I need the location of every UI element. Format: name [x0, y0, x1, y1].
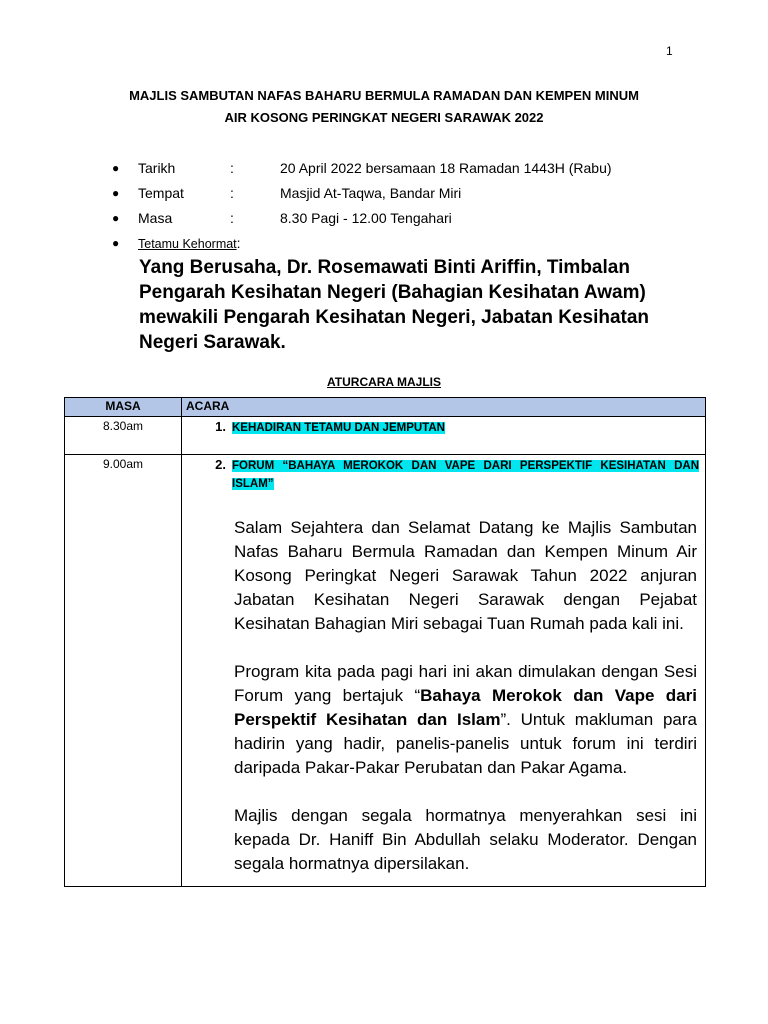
agenda-header-row — [65, 398, 706, 417]
info-label: Tarikh — [138, 159, 176, 176]
agenda-time: 8.30am — [65, 417, 182, 455]
agenda-event-cell — [182, 417, 706, 455]
info-row-time — [112, 205, 712, 230]
agenda-table — [64, 397, 706, 887]
info-colon: : — [230, 209, 234, 226]
speech-paragraph-3: Majlis dengan segala hormatnya menyerahkan sesi ini kepada Dr. Haniff Bin Abdullah selaku Moderator. Dengan segala hormatnya dipersilakan. — [234, 806, 697, 873]
agenda-item-title: FORUM “BAHAYA MEROKOK DAN VAPE DARI PERSPEKTIF KESIHATAN DAN ISLAM” — [232, 460, 699, 490]
info-value: 8.30 Pagi - 12.00 Tengahari — [280, 209, 452, 226]
speech-paragraph-2 — [234, 660, 697, 780]
agenda-row — [65, 455, 706, 887]
bullet-icon: ● — [112, 210, 120, 225]
document-title — [64, 85, 704, 129]
bullet-icon: ● — [112, 160, 120, 175]
bullet-icon: ● — [112, 185, 120, 200]
agenda-event-cell — [182, 455, 706, 887]
guest-of-honour-text: Yang Berusaha, Dr. Rosemawati Binti Ariffin, Timbalan Pengarah Kesihatan Negeri (Bahagian Kesihatan Awam) mewakili Pengarah Kesihatan Negeri, Jabatan Kesihatan Negeri Sarawak. — [139, 257, 650, 353]
info-label: Tempat — [138, 184, 184, 201]
speech-p2-before: Program kita pada pagi hari ini akan dimulakan dengan Sesi Forum yang bertajuk “ — [234, 662, 697, 705]
agenda-item-title: KEHADIRAN TETAMU DAN JEMPUTAN — [232, 422, 445, 434]
agenda-time: 9.00am — [65, 455, 182, 887]
info-row-date — [112, 155, 712, 180]
agenda-row — [65, 417, 706, 455]
agenda-item-number: 1. — [215, 419, 226, 434]
page-number: 1 — [666, 44, 673, 58]
emcee-speech — [182, 493, 705, 886]
info-row-guest — [112, 230, 712, 255]
agenda-heading: ATURCARA MAJLIS — [327, 375, 441, 389]
column-header-time: MASA — [65, 398, 182, 417]
bullet-icon: ● — [112, 235, 120, 250]
info-colon: : — [230, 184, 234, 201]
event-info-list — [112, 155, 712, 255]
info-value: Masjid At-Taqwa, Bandar Miri — [280, 184, 462, 201]
info-value: 20 April 2022 bersamaan 18 Ramadan 1443H (Rabu) — [280, 159, 612, 176]
info-colon: : — [230, 159, 234, 176]
info-label: Masa — [138, 209, 173, 226]
title-line-1: MAJLIS SAMBUTAN NAFAS BAHARU BERMULA RAMADAN DAN KEMPEN MINUM — [129, 88, 639, 103]
speech-paragraph-1: Salam Sejahtera dan Selamat Datang ke Majlis Sambutan Nafas Baharu Bermula Ramadan dan Kempen Minum Air Kosong Peringkat Negeri Sarawak Tahun 2022 anjuran Jabatan Kesihatan Negeri Sarawak dengan Pejabat Kesihatan Bahagian Miri sebagai Tuan Rumah pada kali ini. — [234, 518, 697, 633]
agenda-item-number: 2. — [215, 457, 226, 472]
guest-label-suffix: : — [236, 234, 241, 251]
column-header-event: ACARA — [182, 398, 706, 417]
speech-p2-after: ”. Untuk makluman para hadirin yang hadir, panelis-panelis untuk forum ini terdiri daripada Pakar-Pakar Perubatan dan Pakar Agama. — [234, 710, 697, 777]
forum-title-bold: Bahaya Merokok dan Vape dari Perspektif Kesihatan dan Islam — [234, 686, 697, 729]
info-row-venue — [112, 180, 712, 205]
title-line-2: AIR KOSONG PERINGKAT NEGERI SARAWAK 2022 — [224, 110, 544, 125]
guest-label: Tetamu Kehormat — [138, 236, 237, 251]
